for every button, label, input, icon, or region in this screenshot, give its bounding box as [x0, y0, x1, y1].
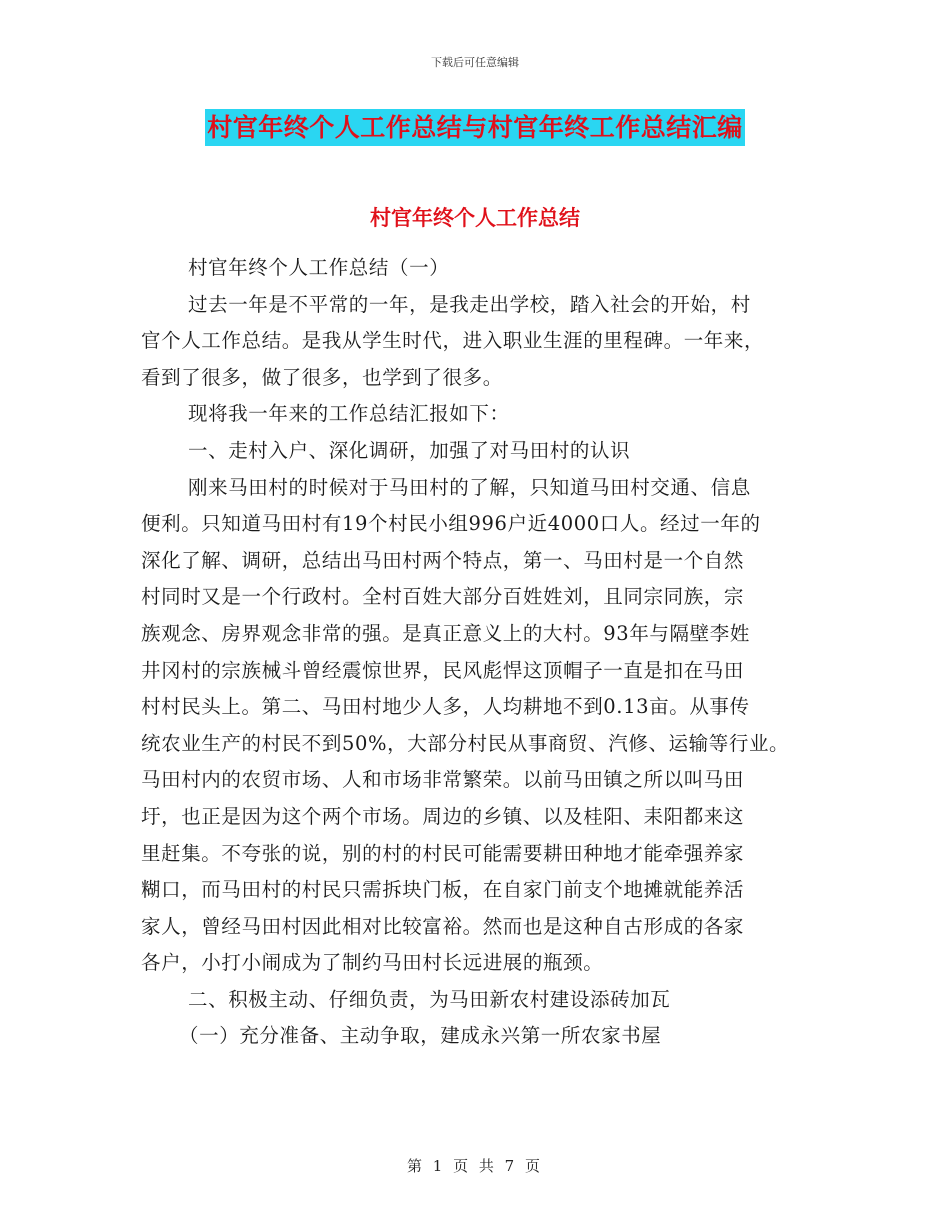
text-line: （一）充分准备、主动争取，建成永兴第一所农家书屋	[179, 1024, 662, 1048]
text-line: 村村民头上。第二、马田村地少人多，人均耕地不到0.13亩。从事传	[141, 695, 750, 719]
text-line: 族观念、房界观念非常的强。是真正意义上的大村。93年与隔壁李姓	[141, 621, 750, 645]
text-line: 家人，曾经马田村因此相对比较富裕。然而也是这种自古形成的各家	[141, 914, 745, 938]
document-body	[141, 250, 831, 1055]
text-line: 糊口，而马田村的村民只需拆块门板，在自家门前支个地摊就能养活	[141, 878, 745, 902]
header-note: 下载后可任意编辑	[431, 56, 519, 69]
text-line: 圩，也正是因为这个两个市场。周边的乡镇、以及桂阳、耒阳都来这	[141, 804, 745, 828]
text-line: 现将我一年来的工作总结汇报如下：	[188, 402, 510, 426]
text-line: 刚来马田村的时候对于马田村的了解，只知道马田村交通、信息	[188, 475, 751, 499]
text-line: 各户，小打小闹成为了制约马田村长远进展的瓶颈。	[141, 951, 604, 975]
text-line: 马田村内的农贸市场、人和市场非常繁荣。以前马田镇之所以叫马田	[141, 768, 745, 792]
text-line: 看到了很多，做了很多，也学到了很多。	[141, 365, 503, 389]
main-title-text: 村官年终个人工作总结与村官年终工作总结汇编	[205, 109, 745, 146]
section-title: 村官年终个人工作总结	[370, 205, 580, 230]
text-line: 二、积极主动、仔细负责，为马田新农村建设添砖加瓦	[188, 987, 671, 1011]
document-main-title	[0, 108, 950, 144]
text-line: 井冈村的宗族械斗曾经震惊世界，民风彪悍这顶帽子一直是扣在马田	[141, 658, 745, 682]
text-line: 里赶集。不夸张的说，别的村的村民可能需要耕田种地才能牵强养家	[141, 841, 745, 865]
page-footer: 第 1 页 共 7 页	[407, 1157, 543, 1175]
text-line: 统农业生产的村民不到50%，大部分村民从事商贸、汽修、运输等行业。	[141, 731, 790, 755]
text-line: 深化了解、调研，总结出马田村两个特点，第一、马田村是一个自然	[141, 548, 745, 572]
text-line: 过去一年是不平常的一年，是我走出学校，踏入社会的开始，村	[188, 292, 751, 316]
text-line: 便利。只知道马田村有19个村民小组996户近4000口人。经过一年的	[141, 512, 761, 536]
text-line: 一、走村入户、深化调研，加强了对马田村的认识	[188, 438, 631, 462]
text-line: 村官年终个人工作总结（一）	[188, 256, 450, 279]
text-line: 村同时又是一个行政村。全村百姓大部分百姓姓刘，且同宗同族，宗	[141, 585, 745, 609]
text-line: 官个人工作总结。是我从学生时代，进入职业生涯的里程碑。一年来，	[141, 329, 765, 353]
